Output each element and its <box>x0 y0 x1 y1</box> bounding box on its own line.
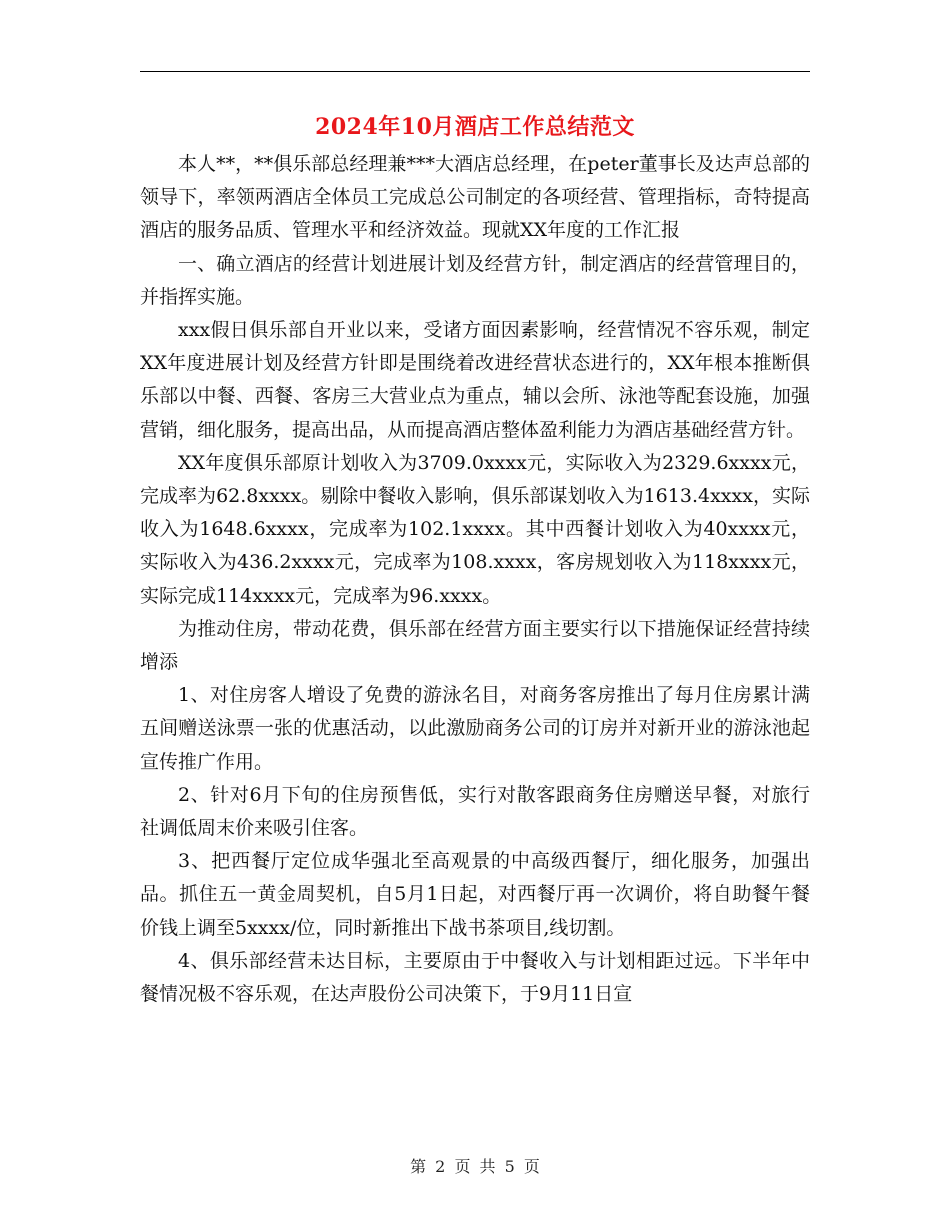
paragraph-measure-1: 1、对住房客人增设了免费的游泳名目，对商务客房推出了每月住房累计满五间赠送泳票一张的优惠活动，以此激励商务公司的订房并对新开业的游泳池起宣传推广作用。 <box>140 684 810 773</box>
header-rule <box>140 71 810 72</box>
paragraph-measure-2: 2、针对6月下旬的住房预售低，实行对散客跟商务住房赠送早餐，对旅行社调低周末价来吸引住客。 <box>140 783 810 840</box>
paragraph-measure-3: 3、把西餐厅定位成华强北至高观景的中高级西餐厅，细化服务，加强出品。抓住五一黄金周契机，自5月1日起，对西餐厅再一次调价，将自助餐午餐价钱上调至5xxxx/位，同时新推出下战书茶项目,线切割。 <box>140 850 810 939</box>
paragraph-section-heading: 一、确立酒店的经营计划进展计划及经营方针，制定酒店的经营管理目的，并指挥实施。 <box>140 252 810 308</box>
paragraph-measure-4: 4、俱乐部经营未达目标，主要原由于中餐收入与计划相距过远。下半年中餐情况极不容乐观，在达声股份公司决策下，于9月11日宣 <box>140 949 810 1006</box>
paragraph-revenue-figures: XX年度俱乐部原计划收入为3709.0xxxx元，实际收入为2329.6xxxx元，完成率为62.8xxxx。剔除中餐收入影响，俱乐部谋划收入为1613.4xxxx，实际收入为1648.6xxxx，完成率为102.1xxxx。其中西餐计划收入为40xxxx元，实际收入为436.2xxxx元，完成率为108.xxxx，客房规划收入为118xxxx元，实际完成114xxxx元，完成率为96.xxxx。 <box>140 451 810 607</box>
document-title: 2024年10月酒店工作总结范文 <box>315 114 635 140</box>
page-number-footer: 第 2 页 共 5 页 <box>410 1157 540 1176</box>
paragraph-measures-intro: 为推动住房，带动花费，俱乐部在经营方面主要实行以下措施保证经营持续增添 <box>140 617 810 674</box>
paragraph-operating-policy: xxx假日俱乐部自开业以来，受诸方面因素影响，经营情况不容乐观，制定XX年度进展计划及经营方针即是围绕着改进经营状态进行的，XX年根本推断俱乐部以中餐、西餐、客房三大营业点为重点，辅以会所、泳池等配套设施，加强营销，细化服务，提高出品，从而提高酒店整体盈利能力为酒店基础经营方针。 <box>140 319 810 441</box>
document-body <box>140 148 810 1011</box>
paragraph-intro: 本人**，**俱乐部总经理兼***大酒店总经理，在peter董事长及达声总部的领导下，率领两酒店全体员工完成总公司制定的各项经营、管理指标，奇特提高酒店的服务品质、管理水平和经济效益。现就XX年度的工作汇报 <box>140 153 810 242</box>
